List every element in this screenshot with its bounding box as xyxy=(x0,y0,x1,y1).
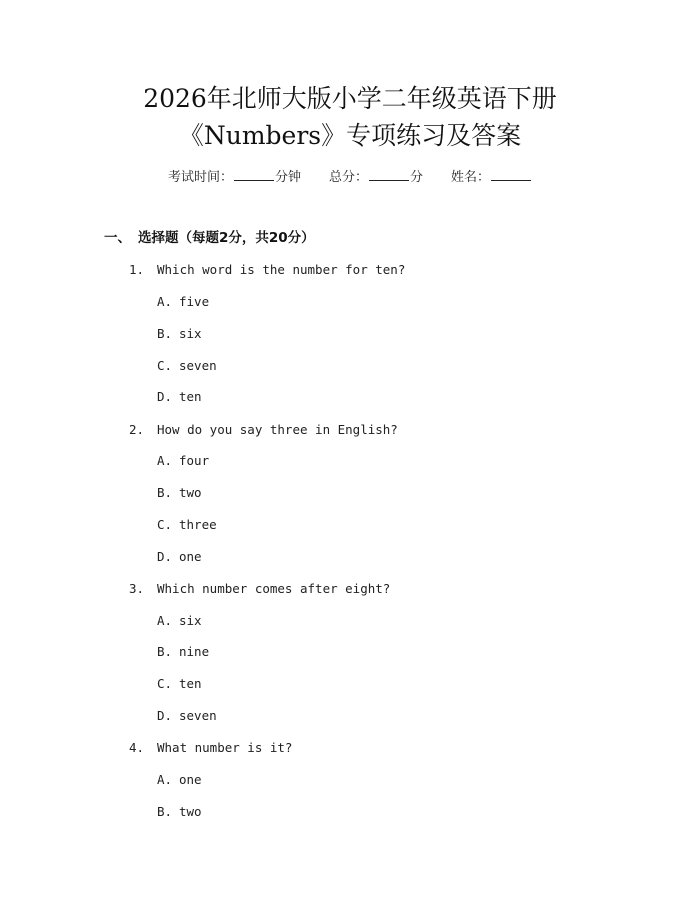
option-1d xyxy=(157,389,202,405)
question-2 xyxy=(129,422,398,438)
exam-info-bar xyxy=(0,168,700,187)
question-text: How do you say three in English? xyxy=(157,422,398,437)
option-letter: A. xyxy=(157,613,173,628)
section-heading xyxy=(104,229,315,247)
option-3c xyxy=(157,676,202,692)
option-1a xyxy=(157,294,209,310)
name-blank xyxy=(491,168,531,181)
time-label: 考试时间： xyxy=(167,170,233,185)
option-letter: C. xyxy=(157,517,173,532)
option-letter: B. xyxy=(157,644,173,659)
option-1b xyxy=(157,326,202,342)
option-letter: A. xyxy=(157,453,173,468)
page-title-line-2: 《Numbers》专项练习及答案 xyxy=(178,121,522,150)
question-number: 2. xyxy=(129,422,145,437)
option-2a xyxy=(157,453,209,469)
option-text: one xyxy=(179,772,202,787)
question-4 xyxy=(129,740,292,756)
option-4b xyxy=(157,804,202,820)
option-3a xyxy=(157,613,202,629)
option-letter: B. xyxy=(157,804,173,819)
option-2d xyxy=(157,549,202,565)
question-text: Which number comes after eight? xyxy=(157,581,391,596)
option-letter: B. xyxy=(157,326,173,341)
option-4a xyxy=(157,772,202,788)
question-1 xyxy=(129,262,405,278)
option-text: three xyxy=(179,517,217,532)
option-text: six xyxy=(179,326,202,341)
option-3b xyxy=(157,644,209,660)
option-text: four xyxy=(179,453,210,468)
question-text: Which word is the number for ten? xyxy=(157,262,406,277)
section-number: 一、 xyxy=(104,230,131,246)
option-text: five xyxy=(179,294,210,309)
question-number: 4. xyxy=(129,740,145,755)
option-letter: D. xyxy=(157,389,173,404)
section-title: 选择题（每题2分，共20分） xyxy=(138,230,315,246)
option-text: ten xyxy=(179,676,202,691)
option-text: two xyxy=(179,485,202,500)
option-letter: B. xyxy=(157,485,173,500)
time-blank xyxy=(234,168,274,181)
option-2b xyxy=(157,485,202,501)
time-unit: 分钟 xyxy=(274,170,301,185)
question-number: 3. xyxy=(129,581,145,596)
question-text: What number is it? xyxy=(157,740,293,755)
option-text: one xyxy=(179,549,202,564)
option-text: seven xyxy=(179,708,217,723)
question-number: 1. xyxy=(129,262,145,277)
score-unit: 分 xyxy=(410,170,424,185)
name-label: 姓名： xyxy=(451,170,491,185)
option-text: nine xyxy=(179,644,210,659)
option-letter: C. xyxy=(157,676,173,691)
option-letter: A. xyxy=(157,772,173,787)
option-letter: D. xyxy=(157,549,173,564)
score-label: 总分： xyxy=(328,170,368,185)
option-letter: A. xyxy=(157,294,173,309)
option-text: six xyxy=(179,613,202,628)
score-blank xyxy=(369,168,409,181)
question-3 xyxy=(129,581,390,597)
option-1c xyxy=(157,358,217,374)
page-title-line-1: 2026年北师大版小学二年级英语下册 xyxy=(143,84,557,113)
option-2c xyxy=(157,517,217,533)
option-letter: D. xyxy=(157,708,173,723)
option-text: ten xyxy=(179,389,202,404)
option-text: seven xyxy=(179,358,217,373)
option-text: two xyxy=(179,804,202,819)
option-letter: C. xyxy=(157,358,173,373)
option-3d xyxy=(157,708,217,724)
